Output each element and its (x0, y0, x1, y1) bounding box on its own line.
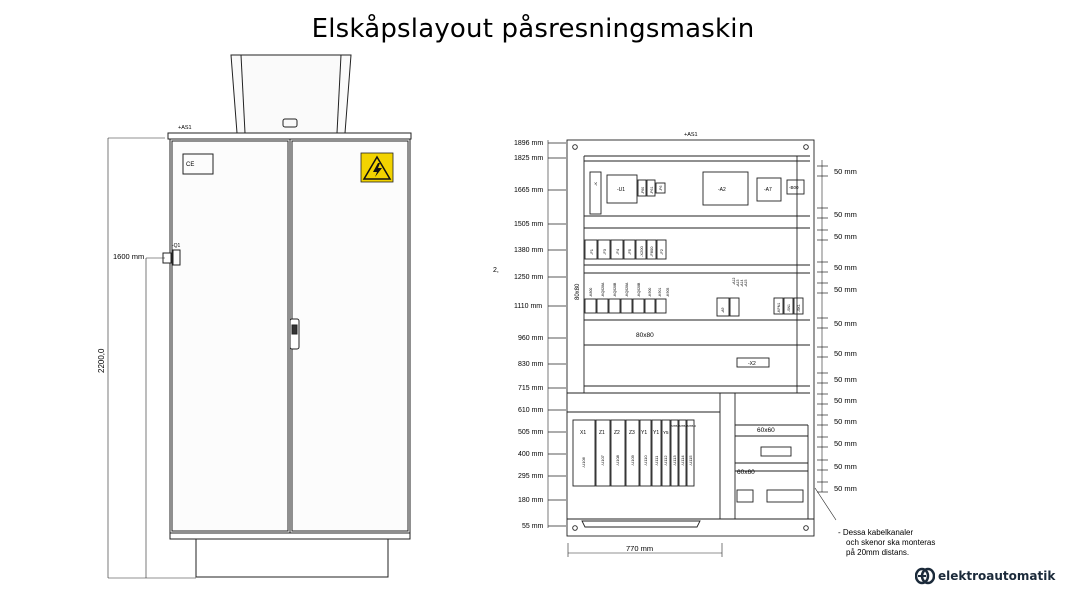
module-header: MTB 3 (687, 424, 696, 428)
height-label: 1250 mm (514, 274, 544, 281)
right-spacing-scale (817, 166, 857, 493)
component-label: -K (593, 182, 598, 186)
module-label: -A14 (740, 279, 744, 287)
fuse-label: -X200 (639, 246, 644, 257)
relay-label: -K905 (666, 287, 670, 297)
duct-size-label: 60x60 (737, 469, 755, 476)
module-label: -A9 (721, 307, 725, 313)
module-header: Z2 (614, 430, 620, 436)
note-line: på 20mm distans. (846, 548, 910, 557)
height-label: 180 mm (518, 497, 544, 504)
height-label: 830 mm (518, 361, 544, 368)
high-voltage-warning-icon (361, 153, 393, 182)
module-label: -A12 (732, 277, 736, 285)
fuse-label: -F1 (589, 249, 594, 255)
duct-size-label: 80x80 (636, 332, 654, 339)
handle-height-dim: 1600 mm (113, 252, 145, 261)
fuse-label: -F3 (602, 249, 607, 255)
relay-label: -KQ628B (637, 282, 641, 297)
height-label: 295 mm (518, 473, 544, 480)
spacing-label: 50 mm (834, 232, 857, 241)
module-label: -A13 (736, 279, 740, 287)
module-id: -U107 (600, 455, 605, 466)
note-line: och skenor ska monteras (846, 538, 936, 547)
module-id: -U108 (615, 455, 620, 466)
height-label: 610 mm (518, 407, 544, 414)
ce-plate-label: CE (186, 162, 195, 168)
component-label: -U1 (617, 187, 626, 193)
module-label: -A15 (744, 279, 748, 287)
side-mark: 2, (493, 267, 499, 274)
spacing-label: 50 mm (834, 319, 857, 328)
duct-size-label: 60x60 (757, 427, 775, 434)
total-height-dim: 2200,0 (97, 348, 106, 373)
module-header: Y1 (653, 430, 660, 436)
spacing-label: 50 mm (834, 349, 857, 358)
logo-text: elektroautomatik (938, 569, 1056, 583)
height-label: 505 mm (518, 429, 544, 436)
fuse-label: -F2 (659, 249, 664, 255)
module-header: X1 (580, 430, 587, 436)
terminal-label: -X2 (748, 361, 756, 367)
switch-label: -SK1 (797, 304, 801, 312)
module-header: Z1 (599, 430, 605, 436)
spacing-label: 50 mm (834, 210, 857, 219)
height-label: 960 mm (518, 335, 544, 342)
fuse-label: -F4 (615, 249, 620, 255)
module-header: Y1 (641, 430, 648, 436)
module-id: -U109 (630, 455, 635, 466)
module-id: -U106 (581, 457, 586, 468)
module-id: -U113 (672, 455, 677, 466)
note-line: - Dessa kabelkanaler (838, 528, 914, 537)
switch-label: -KPN1 (777, 302, 781, 313)
module-header: Y5 (663, 430, 669, 435)
module-header: Z3 (629, 430, 635, 436)
spacing-label: 50 mm (834, 462, 857, 471)
cabinet-front-view (108, 55, 411, 578)
module-id: -U115 (688, 455, 693, 466)
relay-label: -K900 (648, 287, 652, 297)
height-label: 1380 mm (514, 247, 544, 254)
module-id: -U111 (654, 455, 659, 466)
page-title: Elskåpslayout påsresningsmaskin (311, 14, 755, 44)
spacing-label: 50 mm (834, 417, 857, 426)
module-id: -U114 (680, 455, 685, 466)
fuse-label: -F5 (627, 249, 632, 255)
spacing-label: 50 mm (834, 375, 857, 384)
height-label: 1665 mm (514, 187, 544, 194)
mounting-plate-layout (548, 140, 836, 557)
elektroautomatik-logo-icon (915, 567, 935, 585)
component-label: -F60 (641, 186, 645, 194)
module-header: MTB 2 (679, 424, 688, 428)
height-label: 1896 mm (514, 140, 544, 147)
height-label: 1825 mm (514, 155, 544, 162)
switch-label: -SN1 (787, 304, 791, 312)
duct-size-label: 80x80 (575, 283, 581, 300)
spacing-label: 50 mm (834, 167, 857, 176)
spacing-label: 50 mm (834, 439, 857, 448)
height-label: 55 mm (522, 523, 544, 530)
spacing-label: 50 mm (834, 484, 857, 493)
module-id: -U112 (663, 455, 668, 466)
relay-label: -K901 (658, 287, 662, 297)
spacing-label: 50 mm (834, 285, 857, 294)
left-height-scale (514, 140, 566, 530)
height-label: 1110 mm (514, 303, 543, 310)
component-label: -P6 (659, 185, 663, 191)
component-label: -A2 (718, 187, 726, 193)
relay-label: -K800 (589, 287, 593, 297)
plate-top-label: +AS1 (684, 132, 698, 138)
height-label: 715 mm (518, 385, 544, 392)
component-label: -A7 (764, 187, 772, 193)
spacing-label: 50 mm (834, 263, 857, 272)
component-label: -P61 (650, 186, 654, 194)
q1-label: -Q1 (172, 243, 181, 249)
relay-label: -KQ628A (601, 282, 605, 297)
module-id: -U110 (643, 455, 648, 466)
relay-label: -KQ628A (625, 282, 629, 297)
relay-label: -KQ628B (613, 282, 617, 297)
height-label: 400 mm (518, 451, 544, 458)
component-label: -B00 (789, 185, 799, 190)
spacing-label: 50 mm (834, 396, 857, 405)
module-header: MTB 1 (671, 424, 680, 428)
fuse-label: -F800 (649, 246, 654, 257)
cabinet-top-label: +AS1 (178, 125, 192, 131)
height-label: 1505 mm (514, 221, 544, 228)
height-tick (548, 143, 566, 526)
width-dim: 770 mm (626, 544, 654, 553)
